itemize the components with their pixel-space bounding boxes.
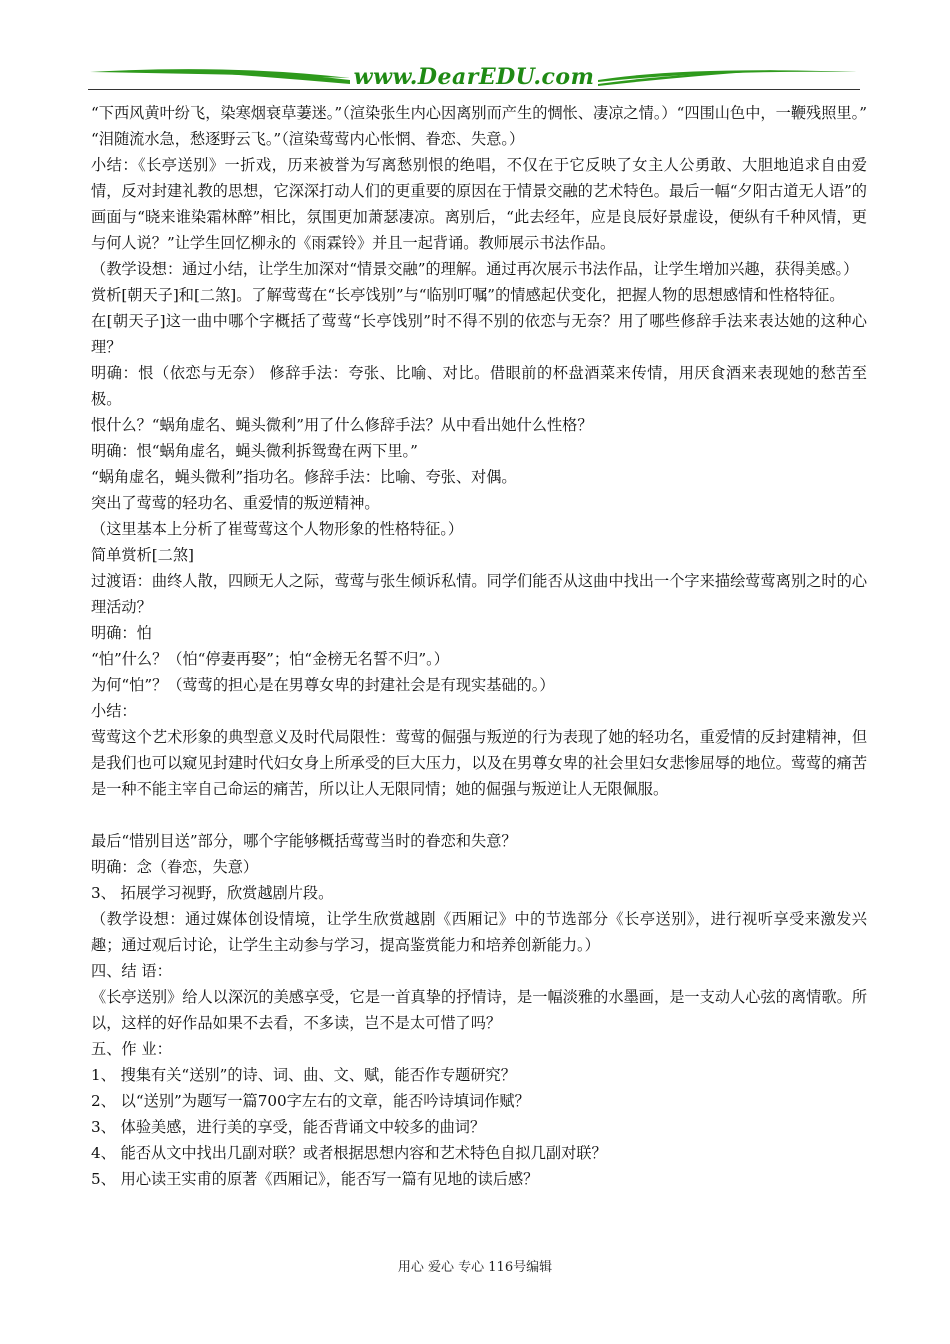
- paragraph: 明确：恨（依恋与无奈） 修辞手法：夸张、比喻、对比。借眼前的杯盘酒菜来传情，用厌食酒来表现她的愁苦至极。: [91, 364, 867, 408]
- paragraph: （教学设想：通过媒体创设情境，让学生欣赏越剧《西厢记》中的节选部分《长亭送别》，进行视听享受来激发兴趣；通过观后讨论，让学生主动参与学习，提高鉴赏能力和培养创新能力。）: [91, 910, 867, 954]
- paragraph: 为何“怕”？（莺莺的担心是在男尊女卑的封建社会是有现实基础的。）: [91, 676, 555, 694]
- paragraph: 小结：: [91, 702, 137, 720]
- section-heading: 简单赏析[二煞]: [91, 546, 194, 564]
- section-heading: 四、结 语：: [91, 962, 172, 980]
- list-item: 1、 搜集有关“送别”的诗、词、曲、文、赋，能否作专题研究？: [91, 1066, 516, 1084]
- paragraph: 小结：《长亭送别》一折戏，历来被誉为写离愁别恨的绝唱，不仅在于它反映了女主人公勇敢、大胆地追求自由爱情，反对封建礼教的思想，它深深打动人们的更重要的原因在于情景交融的艺术特色。最后一幅“夕阳古道无人语”的画面与“晓来谁染霜林醉”相比，氛围更加萧瑟凄凉。离别后，“此去经年，应是良辰好景虚设，便纵有千种风情，更与何人说？”让学生回忆柳永的《雨霖铃》并且一起背诵。教师展示书法作品。: [91, 156, 867, 252]
- list-item: 4、 能否从文中找出几副对联？或者根据思想内容和艺术特色自拟几副对联？: [91, 1144, 607, 1162]
- paragraph: 明确：恨“蜗角虚名，蝇头微利拆鸳鸯在两下里。”: [91, 442, 418, 460]
- paragraph: 过渡语：曲终人散，四顾无人之际，莺莺与张生倾诉私情。同学们能否从这曲中找出一个字来描绘莺莺离别之时的心理活动？: [91, 572, 867, 616]
- paragraph: （教学设想：通过小结，让学生加深对“情景交融”的理解。通过再次展示书法作品，让学生增加兴趣，获得美感。）: [91, 260, 859, 278]
- page-footer: 用心 爱心 专心 116号编辑: [397, 1260, 553, 1275]
- paragraph: “怕”什么？（怕“停妻再娶”；怕“金榜无名誓不归”。）: [91, 650, 449, 668]
- site-logo: www.DearEDU.com: [353, 64, 595, 90]
- list-item: 5、 用心读王实甫的原著《西厢记》，能否写一篇有见地的读后感？: [91, 1170, 539, 1188]
- list-item: 3、 体验美感，进行美的享受，能否背诵文中较多的曲词？: [91, 1118, 486, 1136]
- paragraph: “下西风黄叶纷飞，染寒烟衰草萋迷。”（渲染张生内心因离别而产生的惆怅、凄凉之情。）“四围山色中，一鞭残照里。” “泪随流水急，愁逐野云飞。”（渲染莺莺内心怅惘、眷恋、失意。）: [91, 104, 867, 148]
- paragraph: 《长亭送别》给人以深沉的美感享受，它是一首真挚的抒情诗，是一幅淡雅的水墨画，是一支动人心弦的离情歌。所以，这样的好作品如果不去看，不多读，岂不是太可惜了吗？: [91, 988, 867, 1032]
- list-item: 3、 拓展学习视野，欣赏越剧片段。: [91, 884, 334, 902]
- document-body: [91, 100, 867, 1192]
- paragraph: 赏析[朝天子]和[二煞]。了解莺莺在“长亭饯别”与“临别叮嘱”的情感起伏变化，把握人物的思想感情和性格特征。: [91, 286, 845, 304]
- paragraph: 明确：念（眷恋，失意）: [91, 858, 259, 876]
- paragraph: 最后“惜别目送”部分，哪个字能够概括莺莺当时的眷恋和失意？: [91, 832, 517, 850]
- blank-line: [91, 802, 867, 828]
- paragraph: 恨什么？“蜗角虚名、蝇头微利”用了什么修辞手法？从中看出她什么性格？: [91, 416, 593, 434]
- section-heading: 五、作 业：: [91, 1040, 172, 1058]
- paragraph: 在[朝天子]这一曲中哪个字概括了莺莺“长亭饯别”时不得不别的依恋与无奈？用了哪些修辞手法来表达她的这种心理？: [91, 312, 867, 356]
- list-item: 2、 以“送别”为题写一篇700字左右的文章，能否吟诗填词作赋？: [91, 1092, 530, 1110]
- paragraph: 突出了莺莺的轻功名、重爱情的叛逆精神。: [91, 494, 380, 512]
- paragraph: （这里基本上分析了崔莺莺这个人物形象的性格特征。）: [91, 520, 464, 538]
- paragraph: 明确：怕: [91, 624, 152, 642]
- header-divider: [88, 89, 860, 90]
- paragraph: “蜗角虚名，蝇头微利”指功名。修辞手法：比喻、夸张、对偶。: [91, 468, 517, 486]
- paragraph: 莺莺这个艺术形象的典型意义及时代局限性：莺莺的倔强与叛逆的行为表现了她的轻功名，重爱情的反封建精神，但是我们也可以窥见封建时代妇女身上所承受的巨大压力，以及在男尊女卑的社会里妇女悲惨屈辱的地位。莺莺的痛苦是一种不能主宰自己命运的痛苦，所以让人无限同情；她的倔强与叛逆让人无限佩服。: [91, 728, 867, 798]
